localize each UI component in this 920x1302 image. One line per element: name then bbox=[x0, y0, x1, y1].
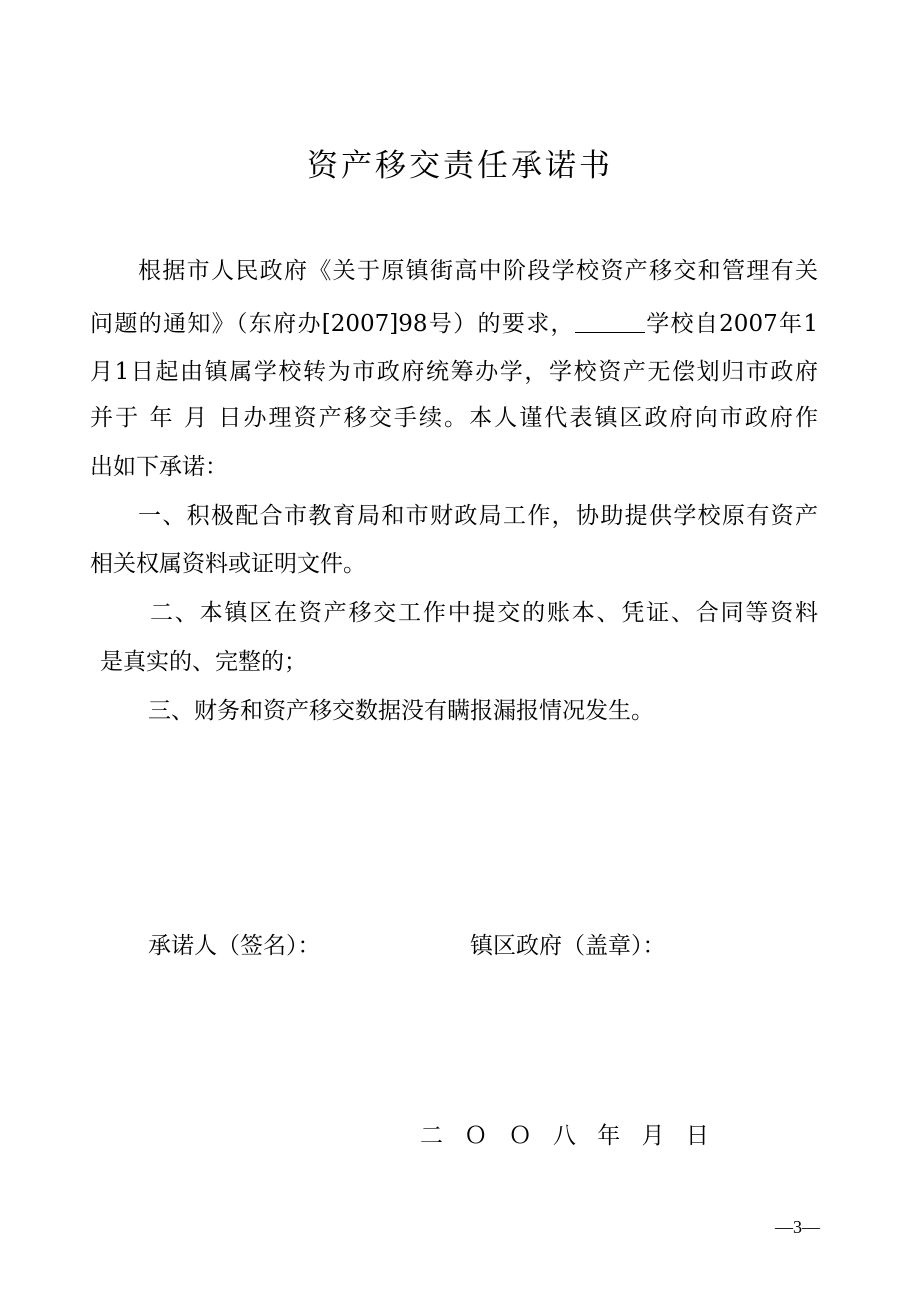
page-number: —3— bbox=[775, 1217, 820, 1237]
intro-line-4: 并于 年 月 日办理资产移交手续。本人谨代表镇区政府向市政府作 bbox=[90, 405, 818, 431]
intro-line-5: 出如下承诺： bbox=[90, 454, 228, 480]
government-seal-label: 镇区政府（盖章）： bbox=[470, 933, 666, 959]
intro-line-2-text-before-blank: 问题的通知》（东府办[2007]98号）的要求， bbox=[90, 311, 575, 337]
item-1-line-1: 一、积极配合市教育局和市财政局工作，协助提供学校原有资产 bbox=[138, 503, 818, 529]
intro-line-2 bbox=[90, 302, 818, 346]
item-2-line-2: 是真实的、完整的； bbox=[100, 649, 307, 675]
intro-line-2-text-after-blank: 学校自2007年1 bbox=[644, 311, 819, 337]
item-2-line-1: 二、本镇区在资产移交工作中提交的账本、凭证、合同等资料 bbox=[150, 600, 818, 626]
date-line: 二 Ｏ Ｏ 八 年 月 日 bbox=[420, 1123, 709, 1149]
promisor-signature-label: 承诺人（签名）： bbox=[148, 933, 321, 959]
school-name-blank bbox=[575, 306, 645, 333]
document-title: 资产移交责任承诺书 bbox=[307, 148, 613, 184]
item-1-line-2: 相关权属资料或证明文件。 bbox=[90, 551, 366, 577]
intro-line-1: 根据市人民政府《关于原镇街高中阶段学校资产移交和管理有关 bbox=[138, 258, 818, 284]
item-3-line-1: 三、财务和资产移交数据没有瞒报漏报情况发生。 bbox=[148, 698, 654, 724]
intro-line-3: 月1日起由镇属学校转为市政府统筹办学，学校资产无偿划归市政府 bbox=[90, 359, 818, 385]
